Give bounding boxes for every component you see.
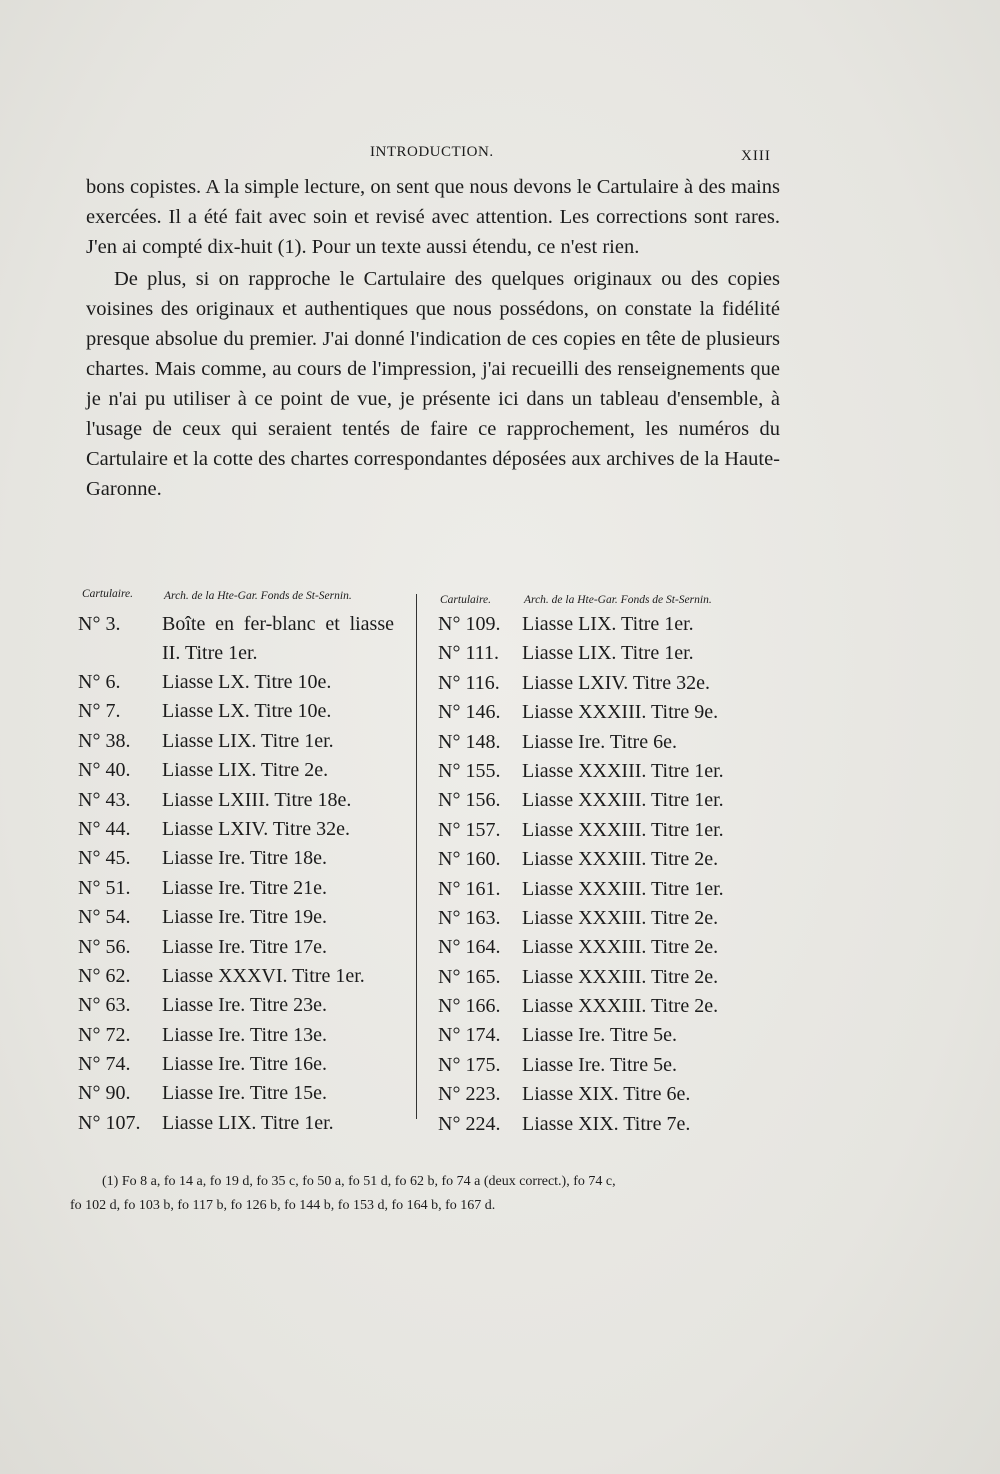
archive-reference: Liasse LIX. Titre 1er. bbox=[162, 729, 334, 752]
archive-reference: Liasse Ire. Titre 15e. bbox=[162, 1082, 327, 1105]
table-row bbox=[74, 610, 414, 668]
cartulaire-number: N° 116. bbox=[438, 671, 500, 694]
archive-reference: Liasse XXXIII. Titre 1er. bbox=[522, 789, 724, 812]
page-number: XIII bbox=[741, 148, 771, 164]
cartulaire-number: N° 45. bbox=[78, 847, 131, 870]
table-row bbox=[74, 991, 414, 1020]
table-row bbox=[436, 875, 788, 904]
cartulaire-number: N° 155. bbox=[438, 759, 501, 782]
table-row bbox=[436, 816, 788, 845]
header-archives: Arch. de la Hte-Gar. Fonds de St-Sernin. bbox=[524, 594, 712, 606]
table-row bbox=[74, 874, 414, 903]
table-row bbox=[74, 903, 414, 932]
table-row bbox=[74, 933, 414, 962]
body-text bbox=[86, 172, 780, 504]
table-row bbox=[74, 1109, 414, 1138]
archive-reference: Liasse Ire. Titre 23e. bbox=[162, 994, 327, 1017]
cartulaire-number: N° 166. bbox=[438, 995, 501, 1018]
archive-reference: Liasse XXXIII. Titre 2e. bbox=[522, 848, 719, 871]
header-archives: Arch. de la Hte-Gar. Fonds de St-Sernin. bbox=[164, 590, 352, 602]
table-row bbox=[436, 933, 788, 962]
archive-reference: Liasse LX. Titre 10e. bbox=[162, 700, 332, 723]
cartulaire-number: N° 90. bbox=[78, 1082, 131, 1105]
archive-reference: Liasse LIX. Titre 1er. bbox=[162, 1111, 334, 1134]
archive-reference: Liasse XXXIII. Titre 9e. bbox=[522, 701, 719, 724]
archive-reference: Liasse XIX. Titre 7e. bbox=[522, 1112, 691, 1135]
archive-reference: Liasse Ire. Titre 16e. bbox=[162, 1053, 327, 1076]
cartulaire-number: N° 63. bbox=[78, 994, 131, 1017]
archive-reference: Liasse LXIII. Titre 18e. bbox=[162, 788, 352, 811]
cartulaire-number: N° 174. bbox=[438, 1024, 501, 1047]
table-row bbox=[436, 992, 788, 1021]
cartulaire-number: N° 224. bbox=[438, 1112, 501, 1135]
footnote bbox=[70, 1170, 770, 1218]
footnote-line-2: fo 102 d, fo 103 b, fo 117 b, fo 126 b, fo 144 b, fo 153 d, fo 164 b, fo 167 d. bbox=[70, 1198, 496, 1213]
concordance-table bbox=[74, 586, 788, 1136]
table-row bbox=[436, 728, 788, 757]
cartulaire-number: N° 51. bbox=[78, 876, 131, 899]
cartulaire-number: N° 157. bbox=[438, 818, 501, 841]
cartulaire-number: N° 7. bbox=[78, 700, 121, 723]
table-column-left bbox=[74, 586, 414, 1138]
table-row bbox=[436, 845, 788, 874]
paragraph-1: bons copistes. A la simple lecture, on sent que nous devons le Cartulaire à des mains exercées. Il a été fait avec soin et revisé avec attention. Les corrections sont rares. J'en ai compté dix-huit (1). Pour un texte aussi étendu, ce n'est rien. bbox=[86, 176, 780, 258]
archive-reference: Liasse XXXIII. Titre 1er. bbox=[522, 818, 724, 841]
cartulaire-number: N° 54. bbox=[78, 906, 131, 929]
cartulaire-number: N° 72. bbox=[78, 1023, 131, 1046]
cartulaire-number: N° 3. bbox=[78, 613, 121, 635]
table-row bbox=[436, 1051, 788, 1080]
column-header bbox=[436, 586, 788, 610]
cartulaire-number: N° 6. bbox=[78, 671, 121, 693]
cartulaire-number: N° 62. bbox=[78, 964, 131, 987]
archive-reference: Liasse LXIV. Titre 32e. bbox=[162, 817, 350, 840]
table-row bbox=[74, 844, 414, 873]
table-row bbox=[74, 1021, 414, 1050]
table-row bbox=[436, 669, 788, 698]
archive-reference: Boîte en fer-blanc et liasse II. Titre 1er. bbox=[162, 613, 394, 664]
table-row bbox=[74, 727, 414, 756]
table-row bbox=[436, 1080, 788, 1109]
cartulaire-number: N° 160. bbox=[438, 848, 501, 871]
cartulaire-number: N° 56. bbox=[78, 935, 131, 958]
cartulaire-number: N° 111. bbox=[438, 642, 499, 665]
archive-reference: Liasse Ire. Titre 18e. bbox=[162, 847, 327, 870]
running-head-title: INTRODUCTION. bbox=[370, 144, 494, 160]
archive-reference: Liasse XXXIII. Titre 2e. bbox=[522, 995, 719, 1018]
column-divider bbox=[416, 594, 417, 1119]
table-row bbox=[436, 963, 788, 992]
archive-reference: Liasse Ire. Titre 13e. bbox=[162, 1023, 327, 1046]
table-row bbox=[74, 815, 414, 844]
archive-reference: Liasse XXXIII. Titre 1er. bbox=[522, 759, 724, 782]
table-row bbox=[436, 698, 788, 727]
table-row bbox=[436, 904, 788, 933]
archive-reference: Liasse XXXIII. Titre 2e. bbox=[522, 965, 719, 988]
table-rows-left bbox=[74, 610, 414, 1138]
table-row bbox=[436, 1110, 788, 1139]
archive-reference: Liasse XXXVI. Titre 1er. bbox=[162, 964, 365, 987]
cartulaire-number: N° 161. bbox=[438, 877, 501, 900]
table-row bbox=[74, 786, 414, 815]
archive-reference: Liasse Ire. Titre 21e. bbox=[162, 876, 327, 899]
cartulaire-number: N° 148. bbox=[438, 730, 501, 753]
table-row bbox=[74, 668, 414, 697]
archive-reference: Liasse XXXIII. Titre 1er. bbox=[522, 877, 724, 900]
cartulaire-number: N° 164. bbox=[438, 936, 501, 959]
archive-reference: Liasse Ire. Titre 5e. bbox=[522, 1024, 677, 1047]
cartulaire-number: N° 107. bbox=[78, 1111, 141, 1134]
table-rows-right bbox=[436, 610, 788, 1139]
cartulaire-number: N° 40. bbox=[78, 759, 131, 782]
archive-reference: Liasse Ire. Titre 6e. bbox=[522, 730, 677, 753]
archive-reference: Liasse LXIV. Titre 32e. bbox=[522, 671, 710, 694]
cartulaire-number: N° 74. bbox=[78, 1053, 131, 1076]
table-row bbox=[74, 1079, 414, 1108]
archive-reference: Liasse LIX. Titre 2e. bbox=[162, 759, 329, 782]
running-head bbox=[0, 144, 1000, 168]
paragraph-2: De plus, si on rapproche le Cartulaire des quelques originaux ou des copies voisines des originaux et authentiques que nous possédons, on constate la fidélité presque absolue du premier. J'ai donné l'indication de ces copies en tête de plusieurs chartes. Mais comme, au cours de l'impression, j'ai recueilli des renseignements que je n'ai pu utiliser à ce point de vue, je présente ici dans un tableau d'ensemble, à l'usage de ceux qui seraient tentés de faire ce rapprochement, les numéros du Cartulaire et la cotte des chartes correspondantes déposées aux archives de la Haute-Garonne. bbox=[86, 268, 780, 500]
cartulaire-number: N° 146. bbox=[438, 701, 501, 724]
cartulaire-number: N° 43. bbox=[78, 788, 131, 811]
cartulaire-number: N° 163. bbox=[438, 906, 501, 929]
archive-reference: Liasse LX. Titre 10e. bbox=[162, 671, 332, 693]
archive-reference: Liasse XIX. Titre 6e. bbox=[522, 1083, 691, 1106]
archive-reference: Liasse XXXIII. Titre 2e. bbox=[522, 936, 719, 959]
archive-reference: Liasse Ire. Titre 17e. bbox=[162, 935, 327, 958]
column-header bbox=[74, 586, 414, 610]
cartulaire-number: N° 175. bbox=[438, 1053, 501, 1076]
table-row bbox=[436, 1021, 788, 1050]
cartulaire-number: N° 223. bbox=[438, 1083, 501, 1106]
cartulaire-number: N° 109. bbox=[438, 613, 501, 635]
header-cartulaire: Cartulaire. bbox=[82, 588, 134, 600]
footnote-line-1: (1) Fo 8 a, fo 14 a, fo 19 d, fo 35 c, fo 50 a, fo 51 d, fo 62 b, fo 74 a (deux correct.), fo 74 c, bbox=[102, 1174, 616, 1189]
archive-reference: Liasse LIX. Titre 1er. bbox=[522, 642, 694, 665]
cartulaire-number: N° 165. bbox=[438, 965, 501, 988]
table-row bbox=[74, 756, 414, 785]
table-row bbox=[74, 1050, 414, 1079]
cartulaire-number: N° 38. bbox=[78, 729, 131, 752]
table-row bbox=[436, 639, 788, 668]
archive-reference: Liasse Ire. Titre 5e. bbox=[522, 1053, 677, 1076]
table-column-right bbox=[436, 586, 788, 1139]
table-row bbox=[74, 962, 414, 991]
archive-reference: Liasse XXXIII. Titre 2e. bbox=[522, 906, 719, 929]
table-row bbox=[436, 757, 788, 786]
header-cartulaire: Cartulaire. bbox=[440, 594, 492, 606]
table-row bbox=[74, 697, 414, 726]
table-row bbox=[436, 610, 788, 639]
cartulaire-number: N° 44. bbox=[78, 817, 131, 840]
table-row bbox=[436, 786, 788, 815]
archive-reference: Liasse LIX. Titre 1er. bbox=[522, 613, 694, 635]
archive-reference: Liasse Ire. Titre 19e. bbox=[162, 906, 327, 929]
cartulaire-number: N° 156. bbox=[438, 789, 501, 812]
